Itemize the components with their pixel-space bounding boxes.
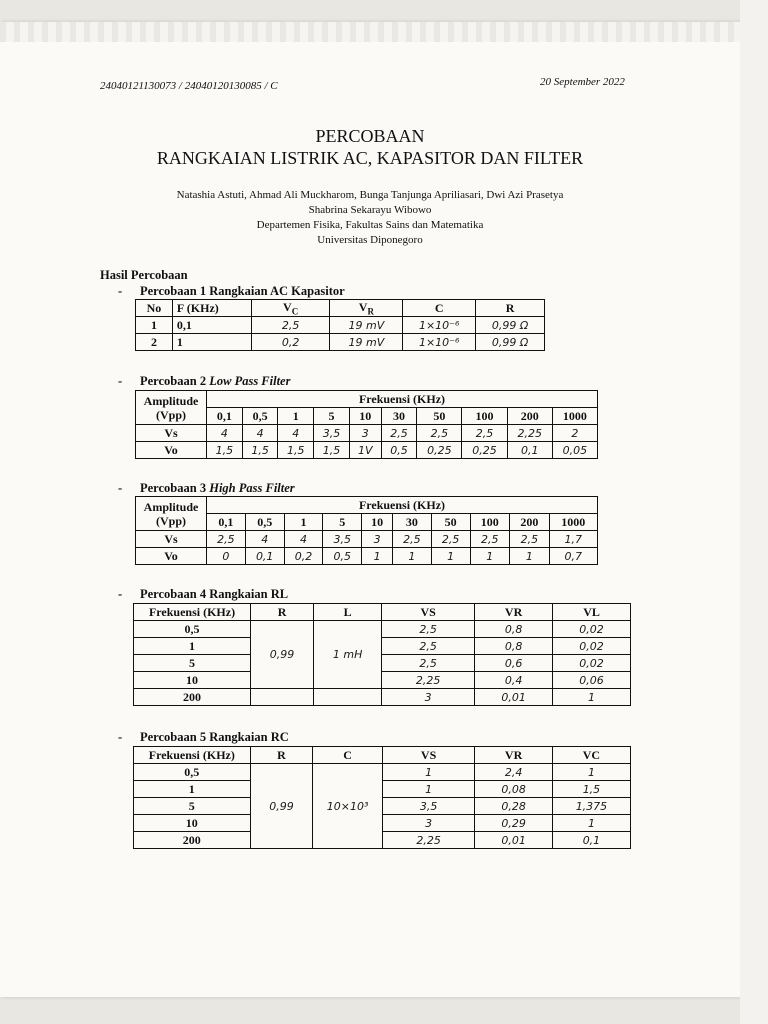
university: Universitas Diponegoro bbox=[317, 234, 423, 246]
table-row bbox=[136, 531, 598, 548]
exp4-title-text: Percobaan 4 Rangkaian RL bbox=[140, 587, 289, 601]
exp4-h-f: Frekuensi (KHz) bbox=[134, 604, 251, 621]
exp3-title-plain: Percobaan 3 bbox=[140, 481, 210, 495]
exp1-title-text: Percobaan 1 Rangkaian AC Kapasitor bbox=[140, 284, 345, 298]
exp3-vs: 2,5 bbox=[392, 531, 431, 548]
exp2-vo: 1,5 bbox=[314, 442, 350, 459]
exp2-vo: 0,25 bbox=[417, 442, 462, 459]
exp2-vo: 1,5 bbox=[242, 442, 278, 459]
exp2-vs: 3,5 bbox=[314, 425, 350, 442]
exp2-freq: 30 bbox=[381, 408, 417, 425]
exp2-freq: 10 bbox=[349, 408, 381, 425]
exp3-header-row bbox=[136, 497, 598, 514]
exp4-h-vs: VS bbox=[382, 604, 475, 621]
authors-block bbox=[0, 188, 740, 248]
exp3-freq: 0,5 bbox=[245, 514, 284, 531]
exp2-vo-label: Vo bbox=[136, 442, 207, 459]
exp4-h-vr: VR bbox=[475, 604, 553, 621]
table-row bbox=[134, 815, 631, 832]
exp2-amp-unit: (Vpp) bbox=[155, 407, 186, 422]
background-strip bbox=[740, 0, 768, 1024]
exp2-freq: 1000 bbox=[552, 408, 597, 425]
exp1-cell: 0,1 bbox=[172, 317, 251, 334]
exp4-f: 200 bbox=[134, 689, 251, 706]
exp2-vs: 2,5 bbox=[462, 425, 507, 442]
exp5-vr: 0,28 bbox=[475, 798, 553, 815]
exp4-table bbox=[133, 603, 631, 706]
table-row bbox=[134, 764, 631, 781]
exp2-vo: 0,05 bbox=[552, 442, 597, 459]
exp5-title-text: Percobaan 5 Rangkaian RC bbox=[140, 730, 289, 744]
table-row bbox=[134, 689, 631, 706]
exp3-freq: 10 bbox=[362, 514, 393, 531]
exp2-freq: 1 bbox=[278, 408, 314, 425]
exp4-vr: 0,8 bbox=[475, 621, 553, 638]
exp4-vr: 0,4 bbox=[475, 672, 553, 689]
doc-title-line2: RANGKAIAN LISTRIK AC, KAPASITOR DAN FILTER bbox=[156, 148, 584, 168]
department: Departemen Fisika, Fakultas Sains dan Matematika bbox=[256, 219, 484, 231]
exp5-vr: 0,08 bbox=[475, 781, 553, 798]
exp3-freq: 1 bbox=[284, 514, 323, 531]
exp5-vc: 1 bbox=[552, 815, 630, 832]
exp2-vs: 2,5 bbox=[381, 425, 417, 442]
exp2-freq: 0,1 bbox=[207, 408, 243, 425]
exp4-vl: 0,02 bbox=[553, 621, 631, 638]
exp3-freq: 50 bbox=[431, 514, 470, 531]
exp5-f: 200 bbox=[134, 832, 251, 849]
exp5-f: 1 bbox=[134, 781, 251, 798]
table-row bbox=[136, 442, 598, 459]
exp3-vo: 1 bbox=[510, 548, 550, 565]
exp2-vo: 0,25 bbox=[462, 442, 507, 459]
exp4-vs: 2,5 bbox=[382, 638, 475, 655]
exp1-cell: 2 bbox=[136, 334, 173, 351]
exp5-vs: 3 bbox=[382, 815, 474, 832]
exp5-h-r: R bbox=[250, 747, 313, 764]
exp3-amp-label: Amplitude bbox=[143, 499, 199, 514]
exp5-vr: 0,29 bbox=[475, 815, 553, 832]
report-date: 20 September 2022 bbox=[540, 76, 625, 88]
table-row bbox=[134, 781, 631, 798]
exp2-freq: 0,5 bbox=[242, 408, 278, 425]
exp4-r-value: 0,99 bbox=[251, 621, 314, 689]
exp4-vs: 2,25 bbox=[382, 672, 475, 689]
exp5-vs: 2,25 bbox=[382, 832, 474, 849]
exp2-vs: 4 bbox=[207, 425, 243, 442]
exp2-freq: 5 bbox=[314, 408, 350, 425]
exp5-h-vr: VR bbox=[475, 747, 553, 764]
exp2-freq: 200 bbox=[507, 408, 552, 425]
exp4-empty-cell bbox=[314, 689, 382, 706]
exp3-vs: 3,5 bbox=[323, 531, 362, 548]
exp2-table bbox=[135, 390, 598, 459]
exp4-f: 1 bbox=[134, 638, 251, 655]
table-row bbox=[134, 638, 631, 655]
exp1-cell: 1×10⁻⁶ bbox=[403, 334, 476, 351]
section-title: Hasil Percobaan bbox=[100, 268, 188, 282]
exp2-vs: 4 bbox=[242, 425, 278, 442]
exp3-vo: 1 bbox=[392, 548, 431, 565]
exp3-freq: 30 bbox=[392, 514, 431, 531]
exp2-vs: 2 bbox=[552, 425, 597, 442]
exp5-vc: 1,5 bbox=[552, 781, 630, 798]
exp2-freq: 50 bbox=[417, 408, 462, 425]
exp4-f: 10 bbox=[134, 672, 251, 689]
table-row bbox=[134, 655, 631, 672]
exp4-f: 0,5 bbox=[134, 621, 251, 638]
exp3-vo: 1 bbox=[470, 548, 510, 565]
exp2-vs: 4 bbox=[278, 425, 314, 442]
exp1-table bbox=[135, 299, 545, 351]
table-row bbox=[134, 798, 631, 815]
exp1-title: - Percobaan 1 Rangkaian AC Kapasitor bbox=[118, 284, 345, 298]
exp5-vr: 2,4 bbox=[475, 764, 553, 781]
exp3-amp-unit: (Vpp) bbox=[155, 513, 186, 528]
exp2-vo: 1V bbox=[349, 442, 381, 459]
exp5-vs: 1 bbox=[382, 764, 474, 781]
exp5-f: 0,5 bbox=[134, 764, 251, 781]
exp5-table bbox=[133, 746, 631, 849]
exp5-h-f: Frekuensi (KHz) bbox=[134, 747, 251, 764]
exp1-h-f: F (KHz) bbox=[172, 300, 251, 317]
exp4-empty-cell bbox=[251, 689, 314, 706]
exp4-h-vl: VL bbox=[553, 604, 631, 621]
exp2-header-row bbox=[136, 391, 598, 408]
exp5-vr: 0,01 bbox=[475, 832, 553, 849]
exp3-freq: 200 bbox=[510, 514, 550, 531]
exp2-vs: 2,5 bbox=[417, 425, 462, 442]
exp1-cell: 19 mV bbox=[330, 334, 403, 351]
exp3-title-italic: High Pass Filter bbox=[209, 481, 295, 495]
exp3-freq: 100 bbox=[470, 514, 510, 531]
exp1-cell: 19 mV bbox=[330, 317, 403, 334]
exp3-freq: 5 bbox=[323, 514, 362, 531]
exp2-freq: 100 bbox=[462, 408, 507, 425]
exp1-h-no: No bbox=[136, 300, 173, 317]
exp4-vl: 0,02 bbox=[553, 638, 631, 655]
exp2-title: - Percobaan 2 Low Pass Filter bbox=[118, 374, 291, 388]
exp3-amplitude-header bbox=[136, 497, 207, 531]
exp4-vl: 0,06 bbox=[553, 672, 631, 689]
exp5-c-value: 10×10³ bbox=[313, 764, 383, 849]
exp4-title: - Percobaan 4 Rangkaian RL bbox=[118, 587, 289, 601]
exp5-vs: 1 bbox=[382, 781, 474, 798]
table-row bbox=[134, 832, 631, 849]
exp3-vo: 1 bbox=[362, 548, 393, 565]
authors-names-2: Shabrina Sekarayu Wibowo bbox=[308, 204, 432, 216]
exp1-cell: 1 bbox=[136, 317, 173, 334]
student-ids: 24040121130073 / 24040120130085 / C bbox=[100, 80, 278, 92]
exp3-freq-header: Frekuensi (KHz) bbox=[207, 497, 598, 514]
table-row bbox=[136, 548, 598, 565]
exp1-h-vr: $V_R$ bbox=[330, 300, 403, 317]
exp3-vo-label: Vo bbox=[136, 548, 207, 565]
exp3-vs: 2,5 bbox=[431, 531, 470, 548]
table-row bbox=[134, 672, 631, 689]
exp2-vs: 2,25 bbox=[507, 425, 552, 442]
exp3-vs-label: Vs bbox=[136, 531, 207, 548]
exp3-vo: 0 bbox=[207, 548, 246, 565]
exp5-h-vs: VS bbox=[382, 747, 474, 764]
exp3-vs: 4 bbox=[245, 531, 284, 548]
exp2-title-plain: Percobaan 2 bbox=[140, 374, 210, 388]
exp3-vs: 4 bbox=[284, 531, 323, 548]
exp4-vr: 0,8 bbox=[475, 638, 553, 655]
exp3-vo: 0,7 bbox=[549, 548, 597, 565]
exp5-vs: 3,5 bbox=[382, 798, 474, 815]
exp4-l-value: 1 mH bbox=[314, 621, 382, 689]
exp3-vs: 2,5 bbox=[510, 531, 550, 548]
exp2-vo: 0,5 bbox=[381, 442, 417, 459]
exp4-vr: 0,01 bbox=[475, 689, 553, 706]
exp5-vc: 1,375 bbox=[552, 798, 630, 815]
exp1-cell: 1 bbox=[172, 334, 251, 351]
exp1-cell: 1×10⁻⁶ bbox=[403, 317, 476, 334]
exp3-vo: 0,5 bbox=[323, 548, 362, 565]
exp2-amp-label: Amplitude bbox=[143, 393, 199, 408]
exp4-vr: 0,6 bbox=[475, 655, 553, 672]
exp1-cell: 0,99 Ω bbox=[476, 334, 545, 351]
exp3-freq: 0,1 bbox=[207, 514, 246, 531]
exp5-f: 10 bbox=[134, 815, 251, 832]
exp3-title: - Percobaan 3 High Pass Filter bbox=[118, 481, 295, 495]
exp3-vs: 1,7 bbox=[549, 531, 597, 548]
exp1-h-c: C bbox=[403, 300, 476, 317]
exp1-h-vc: $V_C$ bbox=[251, 300, 330, 317]
exp3-vs: 2,5 bbox=[470, 531, 510, 548]
exp1-cell: 0,99 Ω bbox=[476, 317, 545, 334]
exp4-vl: 1 bbox=[553, 689, 631, 706]
torn-top-edge bbox=[0, 22, 768, 42]
exp1-cell: 0,2 bbox=[251, 334, 330, 351]
table-row bbox=[136, 425, 598, 442]
exp2-title-italic: Low Pass Filter bbox=[209, 374, 291, 388]
exp4-f: 5 bbox=[134, 655, 251, 672]
exp3-vo: 0,2 bbox=[284, 548, 323, 565]
exp2-vo: 0,1 bbox=[507, 442, 552, 459]
authors-names: Natashia Astuti, Ahmad Ali Muckharom, Bunga Tanjunga Apriliasari, Dwi Azi Prasetya bbox=[176, 189, 564, 201]
exp3-vo: 1 bbox=[431, 548, 470, 565]
exp2-vo: 1,5 bbox=[207, 442, 243, 459]
exp2-freq-header: Frekuensi (KHz) bbox=[207, 391, 598, 408]
exp3-freq: 1000 bbox=[549, 514, 597, 531]
table-row bbox=[136, 317, 545, 334]
doc-title-line1: PERCOBAAN bbox=[315, 126, 425, 146]
exp3-vo: 0,1 bbox=[245, 548, 284, 565]
exp5-h-c: C bbox=[313, 747, 383, 764]
exp5-header-row bbox=[134, 747, 631, 764]
exp4-header-row bbox=[134, 604, 631, 621]
exp3-table bbox=[135, 496, 598, 565]
exp2-vo: 1,5 bbox=[278, 442, 314, 459]
exp4-vl: 0,02 bbox=[553, 655, 631, 672]
exp5-title: - Percobaan 5 Rangkaian RC bbox=[118, 730, 289, 744]
exp4-vs: 3 bbox=[382, 689, 475, 706]
exp5-vc: 0,1 bbox=[552, 832, 630, 849]
exp2-vs-label: Vs bbox=[136, 425, 207, 442]
exp3-vs: 3 bbox=[362, 531, 393, 548]
exp1-h-r: R bbox=[476, 300, 545, 317]
exp5-vc: 1 bbox=[552, 764, 630, 781]
exp5-h-vc: VC bbox=[552, 747, 630, 764]
exp5-f: 5 bbox=[134, 798, 251, 815]
table-row bbox=[136, 334, 545, 351]
exp4-h-l: L bbox=[314, 604, 382, 621]
exp4-vs: 2,5 bbox=[382, 621, 475, 638]
exp2-vs: 3 bbox=[349, 425, 381, 442]
exp2-amplitude-header bbox=[136, 391, 207, 425]
exp3-vs: 2,5 bbox=[207, 531, 246, 548]
exp4-h-r: R bbox=[251, 604, 314, 621]
table-row bbox=[134, 621, 631, 638]
exp1-header-row bbox=[136, 300, 545, 317]
exp1-cell: 2,5 bbox=[251, 317, 330, 334]
exp5-r-value: 0,99 bbox=[250, 764, 313, 849]
exp4-vs: 2,5 bbox=[382, 655, 475, 672]
